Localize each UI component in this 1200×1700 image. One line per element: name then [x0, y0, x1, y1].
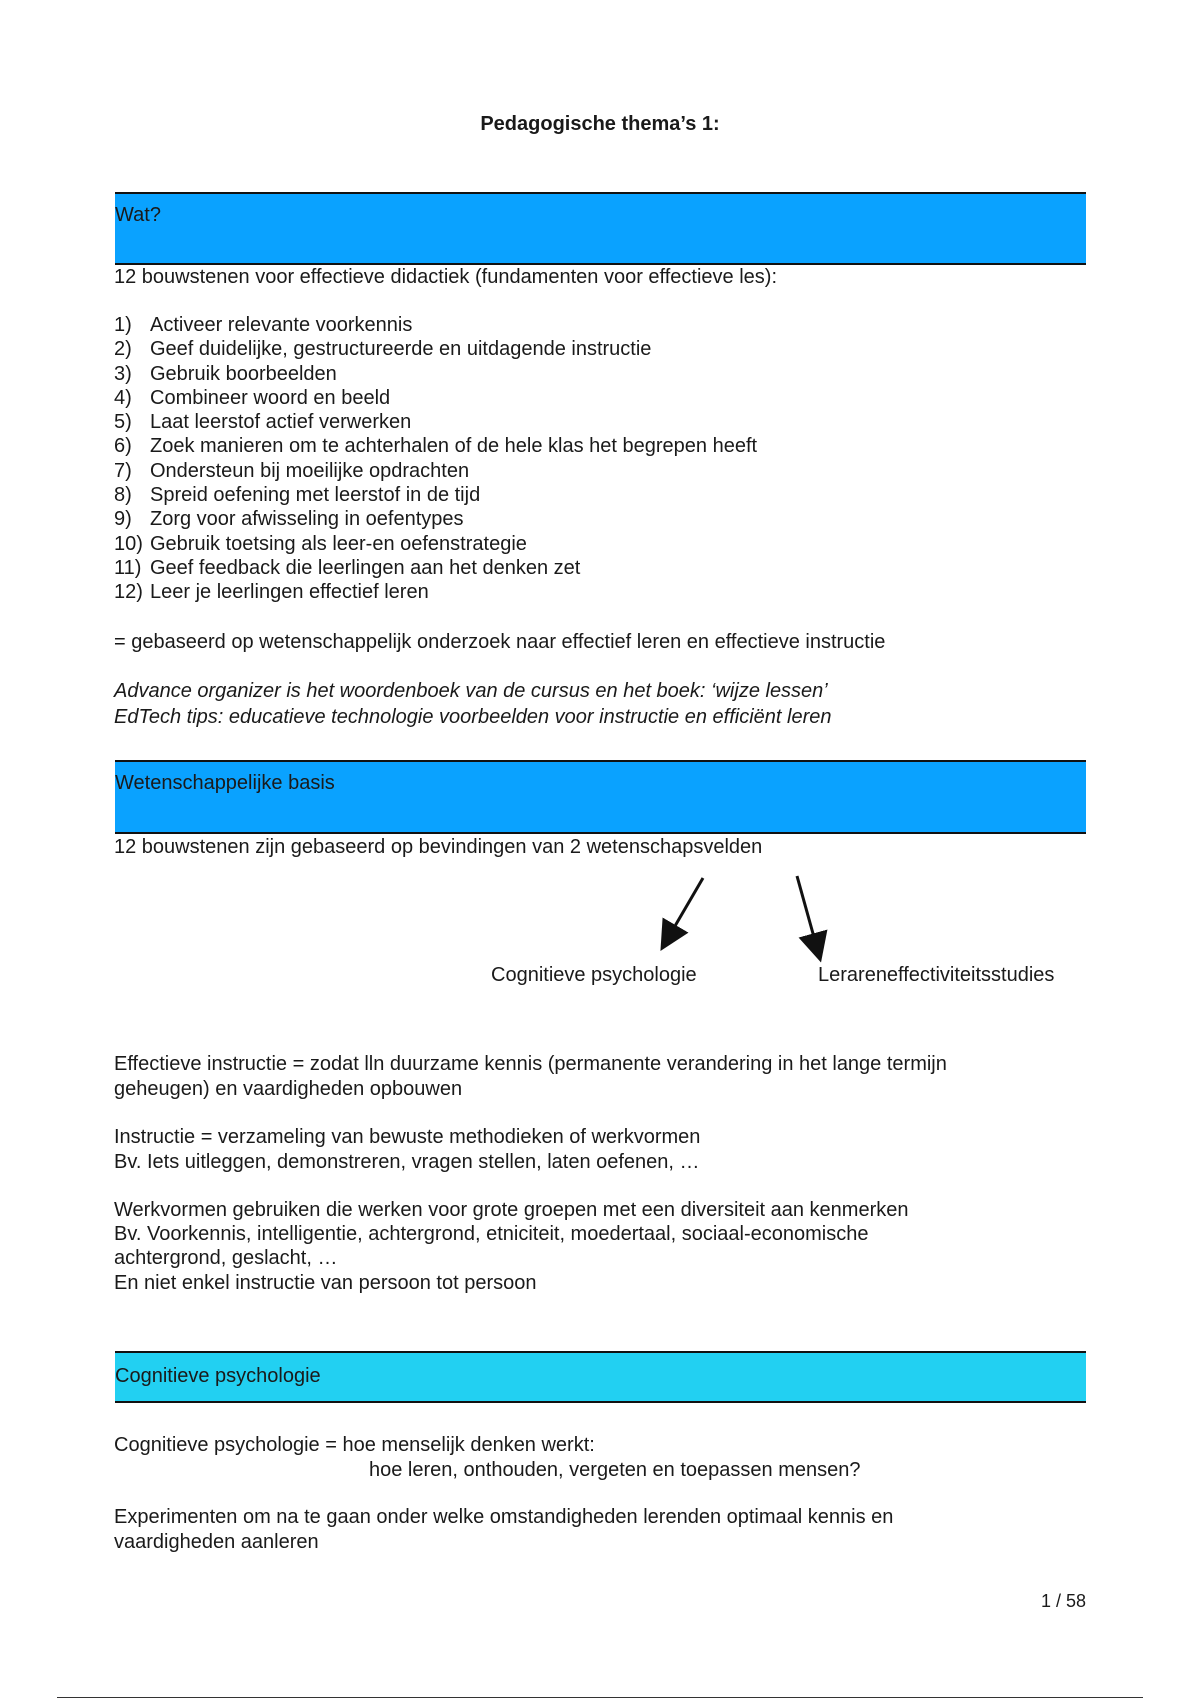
list-item-text: Activeer relevante voorkennis: [150, 314, 413, 336]
experimenten-line2: vaardigheden aanleren: [114, 1531, 319, 1553]
list-item-number: 10): [114, 532, 143, 555]
list-item-text: Combineer woord en beeld: [150, 386, 391, 409]
field-lerareneffectiviteitsstudies: Lerareneffectiviteitsstudies: [818, 964, 1055, 986]
list-item-number: 6): [114, 435, 132, 458]
werkvormen-line1: Werkvormen gebruiken die werken voor grote groepen met een diversiteit aan kenmerken: [114, 1199, 909, 1221]
list-item-number: 12): [114, 581, 143, 604]
list-item-number: 3): [114, 362, 132, 385]
instructie-line1: Instructie = verzameling van bewuste methodieken of werkvormen: [114, 1126, 701, 1148]
werkvormen-line4: En niet enkel instructie van persoon tot persoon: [114, 1272, 537, 1294]
list-item-number: 1): [114, 314, 132, 336]
list-item-text: Leer je leerlingen effectief leren: [150, 581, 429, 604]
effectieve-instructie-line1: Effectieve instructie = zodat lln duurzame kennis (permanente verandering in het lange termijn: [114, 1053, 947, 1075]
list-item-number: 8): [114, 484, 132, 507]
list-item-text: Zoek manieren om te achterhalen of de hele klas het begrepen heeft: [150, 435, 758, 458]
list-item-number: 9): [114, 508, 132, 531]
section-header-cognitieve-psychologie: [115, 1351, 1086, 1403]
arrow-left: [668, 878, 703, 938]
experimenten-line1: Experimenten om na te gaan onder welke omstandigheden lerenden optimaal kennis en: [114, 1506, 894, 1528]
list-item-text: Zorg voor afwisseling in oefentypes: [150, 508, 464, 531]
list-item-text: Geef feedback die leerlingen aan het denken zet: [150, 556, 581, 579]
list-item-number: 2): [114, 338, 132, 361]
werkvormen-line2: Bv. Voorkennis, intelligentie, achtergrond, etniciteit, moedertaal, sociaal-economische: [114, 1223, 869, 1245]
page-title: Pedagogische thema’s 1:: [480, 113, 720, 135]
cogpsy-definition-line1: Cognitieve psychologie = hoe menselijk denken werkt:: [114, 1434, 595, 1456]
cogpsy-definition-line2: hoe leren, onthouden, vergeten en toepassen mensen?: [369, 1459, 861, 1481]
section-header-label: Wat?: [115, 204, 161, 226]
fields-intro-text: 12 bouwstenen zijn gebaseerd op bevindingen van 2 wetenschapsvelden: [114, 836, 763, 858]
footer-divider: [57, 1697, 1143, 1698]
list-item-text: Gebruik toetsing als leer-en oefenstrategie: [150, 532, 527, 555]
section-header-label: Cognitieve psychologie: [115, 1365, 321, 1387]
list-item-text: Laat leerstof actief verwerken: [150, 411, 412, 434]
list-item-number: 5): [114, 411, 132, 434]
intro-text: 12 bouwstenen voor effectieve didactiek (fundamenten voor effectieve les):: [114, 266, 777, 288]
list-item-text: Gebruik boorbeelden: [150, 362, 337, 385]
arrow-right: [797, 876, 817, 948]
note-edtech: EdTech tips: educatieve technologie voorbeelden voor instructie en efficiënt leren: [114, 706, 832, 728]
note-advance-organizer: Advance organizer is het woordenboek van de cursus en het boek: ‘wijze lessen’: [114, 680, 828, 702]
list-item-text: Spreid oefening met leerstof in de tijd: [150, 484, 481, 507]
list-item-text: Geef duidelijke, gestructureerde en uitdagende instructie: [150, 338, 652, 361]
effectieve-instructie-line2: geheugen) en vaardigheden opbouwen: [114, 1078, 463, 1100]
field-cognitieve-psychologie: Cognitieve psychologie: [491, 964, 697, 986]
list-item-text: Ondersteun bij moeilijke opdrachten: [150, 459, 470, 482]
instructie-line2: Bv. Iets uitleggen, demonstreren, vragen stellen, laten oefenen, …: [114, 1151, 700, 1173]
list-item-number: 4): [114, 386, 132, 409]
based-on-text: = gebaseerd op wetenschappelijk onderzoek naar effectief leren en effectieve instructie: [114, 631, 886, 653]
list-item-number: 7): [114, 459, 132, 482]
werkvormen-line3: achtergrond, geslacht, …: [114, 1247, 338, 1269]
page-number: 1 / 58: [1040, 1591, 1086, 1611]
list-item-number: 11): [114, 556, 142, 579]
section-header-label: Wetenschappelijke basis: [115, 772, 335, 794]
